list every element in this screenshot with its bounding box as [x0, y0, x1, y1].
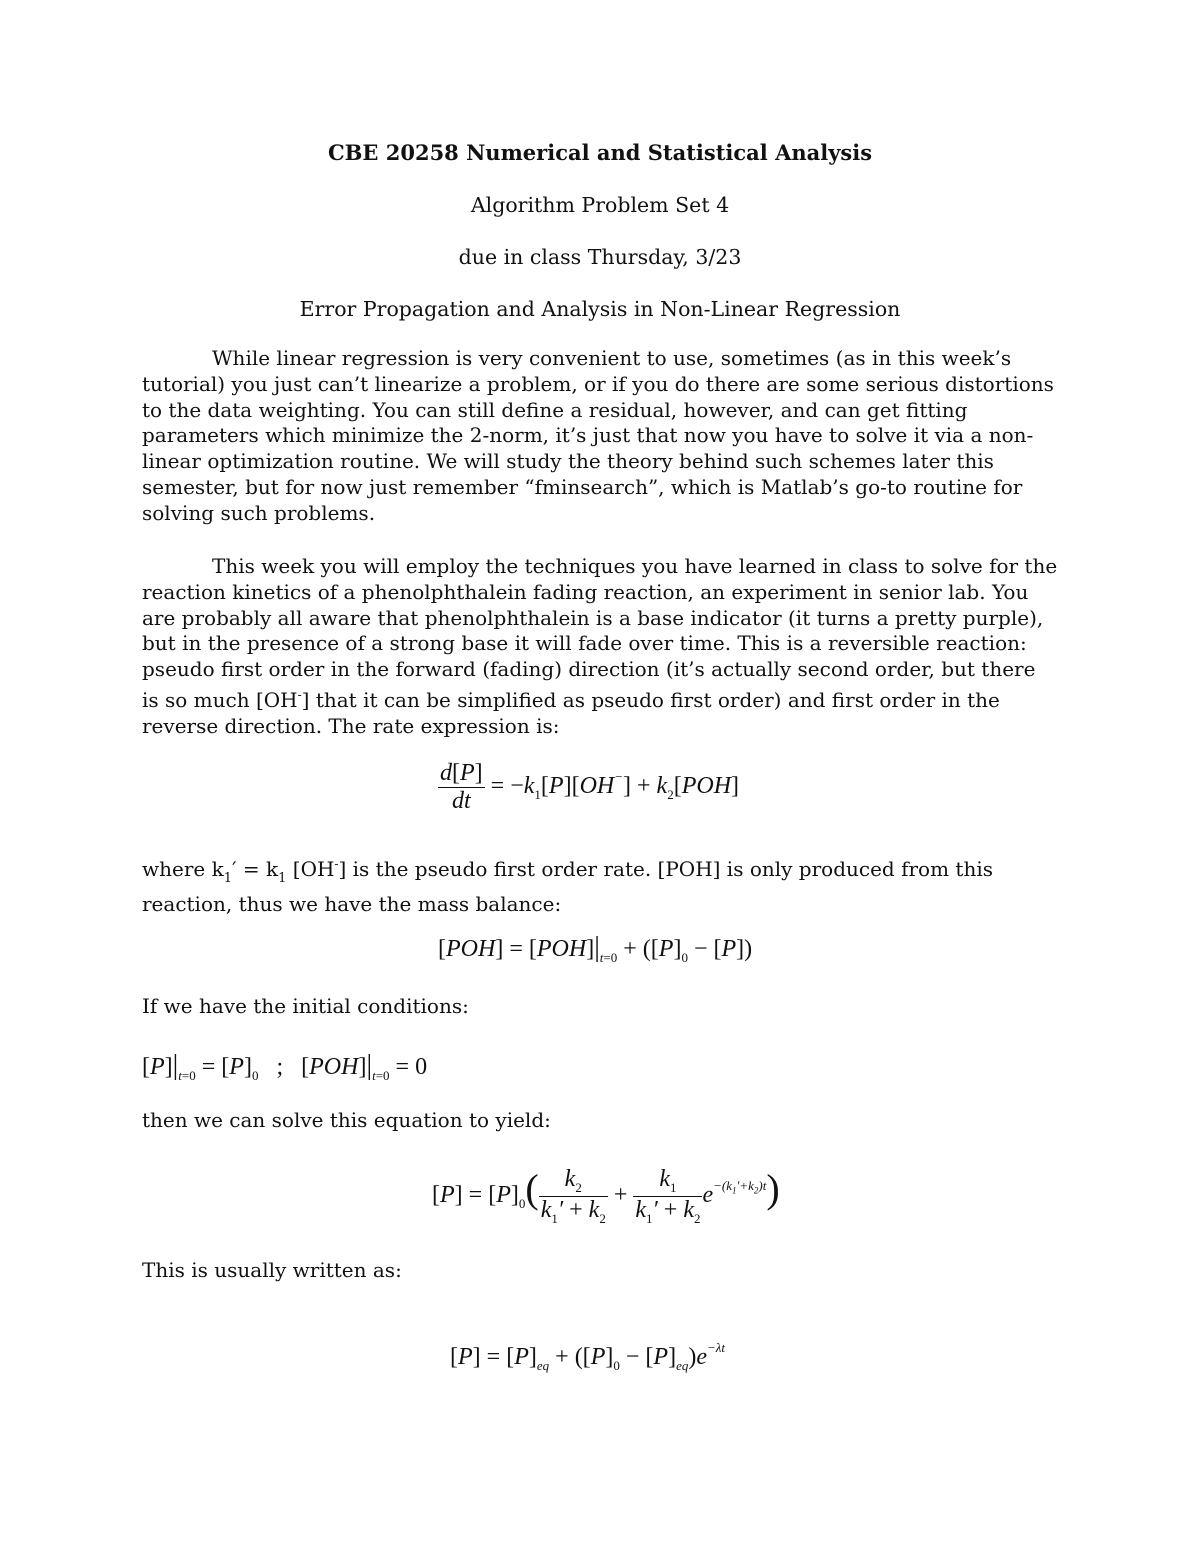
solution-fraction-1: $\frac{k_2}{k_1' + k_2}$ [540, 1166, 606, 1226]
mass-balance-equation: $[POH] = [POH]|_{t=0} + ([P]_0 - [P])$ [438, 932, 753, 965]
pr-text-c: [OH [286, 857, 335, 881]
kinetics-paragraph [142, 554, 1058, 740]
solution-fraction-2: $\frac{k_1}{k_1' + k_2}$ [635, 1166, 701, 1226]
rate-equation: $\frac{d[P]}{dt}$ = $-k_1[P][OH^-] + k_2[POH]$ [440, 760, 740, 814]
pr-sub-2: 1 [278, 871, 287, 886]
pr-text-b: ′ = k [232, 857, 279, 881]
intro-paragraph: While linear regression is very convenient to use, sometimes (as in this week’s tutorial) you just can’t linearize a problem, or if you do there are some serious distortions to the data weighting. You can still define a residual, however, and can get fitting parameters which minimize the 2-norm, it’s just that now you have to solve it via a non-linear optimization routine. We will study the theory behind such schemes later this semester, but for now just remember “fminsearch”, which is Matlab’s go-to routine for solving such problems. [142, 346, 1054, 525]
topic-heading: Error Propagation and Analysis in Non-Linear Regression [299, 297, 901, 321]
pr-text-d: ] is the pseudo first order rate. [POH] is only produced from this reaction, thus we have the mass balance: [142, 857, 993, 916]
course-title: CBE 20258 Numerical and Statistical Analysis [327, 140, 873, 165]
rate-fraction: $\frac{d[P]}{dt}$ [440, 760, 483, 814]
kinetics-text-2: ] that it can be simplified as pseudo first order) and first order in the reverse direction. The rate expression is: [142, 687, 1000, 738]
pr-sub-1: 1 [223, 871, 232, 886]
solution-equation: $[P] = [P]_0$( $\frac{k_2}{k_1' + k_2}$ + $\frac{k_1}{k_1' + k_2}$ $e^{-(k_1'+k_2)t}$) [432, 1166, 780, 1226]
problem-set-label: Algorithm Problem Set 4 [470, 193, 730, 217]
pr-sup: - [334, 857, 339, 871]
kinetics-sup: - [297, 687, 302, 702]
initial-conditions-equation: $[P]|_{t=0} = [P]_0$ ; $[POH]|_{t=0} = 0$ [142, 1050, 428, 1083]
usual-form-equation: $[P] = [P]_{eq} + ([P]_0 - [P]_{eq})e^{-\lambda t}$ [450, 1340, 726, 1373]
kinetics-text-1: This week you will employ the techniques you have learned in class to solve for the reaction kinetics of a phenolphthalein fading reaction, an experiment in senior lab. You are probably all aware that phenolphthalein is a base indicator (it turns a pretty purple), but in the presence of a strong base it will fade over time. This is a reversible reaction: pseudo first order in the forward (fading) direction (it’s actually second order, but there is so much [OH [142, 554, 1058, 712]
initial-conditions-label: If we have the initial conditions: [142, 994, 469, 1018]
usual-form-label: This is usually written as: [142, 1258, 402, 1282]
solve-label: then we can solve this equation to yield: [142, 1108, 551, 1132]
pseudo-rate-paragraph [142, 852, 1058, 918]
pr-text-a: where k [142, 857, 224, 881]
due-date: due in class Thursday, 3/23 [458, 245, 742, 269]
